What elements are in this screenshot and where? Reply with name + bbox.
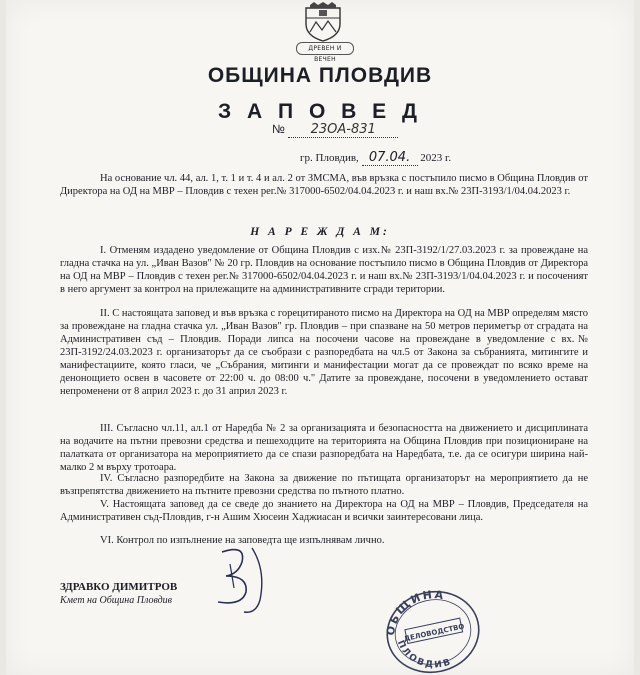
paragraph-2: II. С настоящата заповед и във връзка с горецитираното писмо на Директора на ОД на МВР определям място за провеждане на гладна стачка ул. „Иван Вазов" гр. Пловдив – при спазване на 50 метров периметър от сградата на Административен съд – Пловдив. Поради липса на посочени часове на провеждане в уведомление с вх.№ 23П-3192/24.03.2023 г. организаторът да се съобрази с разпоредбата на чл.5 от Закона за събранията, митингите и манифестациите, която гласи, че „Събрания, митинги и манифестации могат да се провеждат по всяко време на денонощието освен в часовете от 22:00 ч. до 08:00 ч." Датите за провеждане, посочени в уведомлението остават непроменени от 8 април 2023 г. до 31 април 2023 г. [60, 308, 588, 397]
paragraph-3: III. Съгласно чл.11, ал.1 от Наредба № 2 за организацията и безопасността на движението и дисциплината на водачите на пътни превозни средства и пешеходците на територията на Община Пловдив при позициониране на палатката от организатора на мероприятието да се спази разпоредбата на Наредбата, т.е. да се осигури ширина най-малко 2 м върху тротоара. [60, 423, 588, 473]
signer-name: ЗДРАВКО ДИМИТРОВ [60, 581, 178, 593]
handwritten-signature-icon [200, 540, 280, 620]
stamp-middle-text: ДЕЛОВОДСТВО [403, 622, 466, 644]
municipality-name: ОБЩИНА ПЛОВДИВ [207, 64, 433, 87]
order-number: 23ОА-831 [288, 122, 398, 138]
order-heading: Н А Р Е Ж Д А М: [250, 226, 390, 238]
paragraph-5: V. Настоящата заповед да се сведе до знанието на Директора на ОД на МВР – Пловдив, Председателя на Административен съд-Пловдив, г-н Ашим Хюсеин Хаджиасан и всички заинтересовани лица. [60, 499, 588, 523]
svg-text:ПЛОВДИВ [395, 639, 454, 671]
order-number-line [272, 122, 398, 138]
stamp-bottom-text: ПЛОВДИВ [394, 639, 454, 671]
date-prefix: гр. Пловдив, [300, 152, 359, 164]
date-line [300, 150, 451, 166]
paragraph-1: I. Отменям издадено уведомление от Община Пловдив с изх.№ 23П-3192/1/27.03.2023 г. за провеждане на гладна стачка на ул. „Иван Вазов" № 20 гр. Пловдив на основание постъпило писмо в Община Пловдив от Директора на ОД на МВР – Пловдив с техен рег.№ 317000-6502/04.04.2023 г. и наш вх.№ 23П-3193/1/04.04.2023 г. и посоченият в него аргумент за контрол на прилежащите на административните сгради територии. [60, 245, 588, 295]
preamble-paragraph: На основание чл. 44, ал. 1, т. 1 и т. 4 и ал. 2 от ЗМСМА, във връзка с постъпило писмо в Община Пловдив от Директора на ОД на МВР – Пловдив с техен рег.№ 317000-6502/04.04.2023 г. и наш вх.№ 23П-3193/1/04.04.2023 г. [60, 173, 588, 197]
stamp-top-text: ОБЩИНА [383, 587, 447, 637]
signer-role: Кмет на Община Пловдив [60, 595, 173, 606]
date-value: 07.04. [362, 150, 418, 166]
coat-of-arms-icon [300, 2, 346, 42]
paragraph-6: VI. Контрол по изпълнение на заповедта ще изпълнявам лично. [100, 535, 385, 546]
paragraph-4: IV. Съгласно разпоредбите на Закона за движение по пътищата организаторът на мероприятието да не възпрепятства движението на пътните превозни средства по пътното платно. [60, 473, 588, 497]
date-suffix: 2023 г. [420, 152, 452, 164]
document-title: З А П О В Е Д [218, 100, 422, 123]
crest-motto: ДРЕВЕН И ВЕЧЕН [296, 42, 354, 55]
number-prefix: № [272, 122, 285, 136]
office-stamp-icon [380, 580, 485, 675]
